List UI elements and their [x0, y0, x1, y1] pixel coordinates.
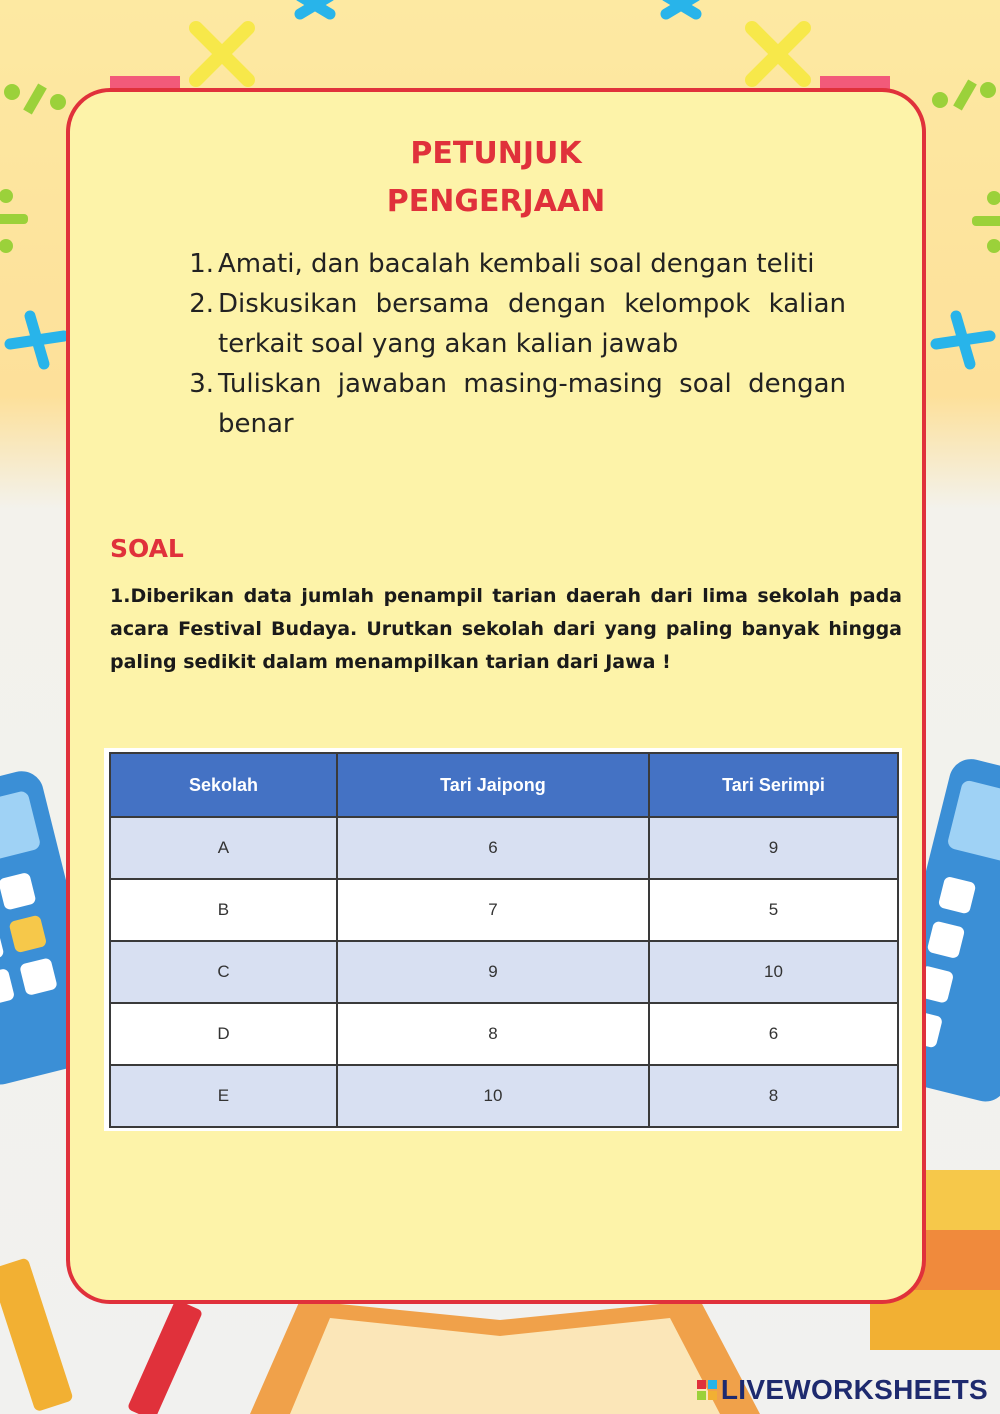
watermark-text: LIVEWORKSHEETS: [720, 1374, 988, 1405]
data-table-container: [104, 748, 902, 1131]
logo-tile: [708, 1391, 717, 1400]
plus-sign-icon: [300, 0, 696, 14]
instruction-list: [186, 244, 846, 444]
logo-tile: [708, 1380, 717, 1389]
table-cell: 9: [649, 817, 898, 879]
instruction-item: [186, 364, 846, 444]
table-header-row: [110, 753, 898, 817]
question-text: 1.Diberikan data jumlah penampil tarian daerah dari lima sekolah pada acara Festival Budaya. Urutkan sekolah dari yang paling banyak hingga paling sedikit dalam menampilkan tarian dari Jawa !: [110, 585, 902, 673]
divide-sign-icon: [972, 191, 1000, 253]
instruction-text: Diskusikan bersama dengan kelompok kalian terkait soal yang akan kalian jawab: [218, 289, 846, 359]
percent-sign-icon: [932, 80, 996, 111]
table-cell: C: [110, 941, 337, 1003]
table-cell: 7: [337, 879, 649, 941]
logo-tile: [697, 1391, 706, 1400]
percent-sign-icon: [4, 84, 66, 115]
table-cell: 6: [649, 1003, 898, 1065]
table-row: [110, 817, 898, 879]
table-cell: 10: [649, 941, 898, 1003]
column-header-tari-jaipong: Tari Jaipong: [337, 753, 649, 817]
table-cell: 5: [649, 879, 898, 941]
table-cell: 9: [337, 941, 649, 1003]
instruction-text: Amati, dan bacalah kembali soal dengan teliti: [218, 249, 815, 279]
logo-tile: [697, 1380, 706, 1389]
column-header-tari-serimpi: Tari Serimpi: [649, 753, 898, 817]
instruction-item: [186, 244, 846, 284]
instruction-card: [66, 88, 926, 1304]
instruction-item: [186, 284, 846, 364]
page-title-line1: PETUNJUK: [410, 136, 582, 171]
table-row: [110, 1003, 898, 1065]
table-cell: 8: [649, 1065, 898, 1127]
page-title-line2: PENGERJAAN: [386, 184, 606, 219]
liveworksheets-watermark: [697, 1374, 988, 1406]
table-row: [110, 879, 898, 941]
table-row: [110, 941, 898, 1003]
instruction-text: Tuliskan jawaban masing-masing soal dengan benar: [218, 369, 846, 439]
plus-sign-icon: [936, 316, 990, 364]
table-cell: D: [110, 1003, 337, 1065]
table-cell: A: [110, 817, 337, 879]
soal-heading: SOAL: [110, 534, 184, 563]
table-cell: E: [110, 1065, 337, 1127]
table-cell: 10: [337, 1065, 649, 1127]
divide-sign-icon: [0, 189, 28, 253]
column-header-sekolah: Sekolah: [110, 753, 337, 817]
data-table: [109, 752, 899, 1128]
liveworksheets-logo-icon: [697, 1380, 717, 1400]
instruction-number: 3.: [189, 369, 214, 399]
instruction-number: 1.: [189, 249, 214, 279]
table-cell: 6: [337, 817, 649, 879]
table-cell: 8: [337, 1003, 649, 1065]
book-icon: [250, 1300, 760, 1414]
times-sign-icon: [196, 28, 248, 80]
table-row: [110, 1065, 898, 1127]
plus-sign-icon: [10, 316, 64, 364]
instruction-number: 2.: [189, 289, 214, 319]
times-sign-icon: [752, 28, 804, 80]
table-cell: B: [110, 879, 337, 941]
